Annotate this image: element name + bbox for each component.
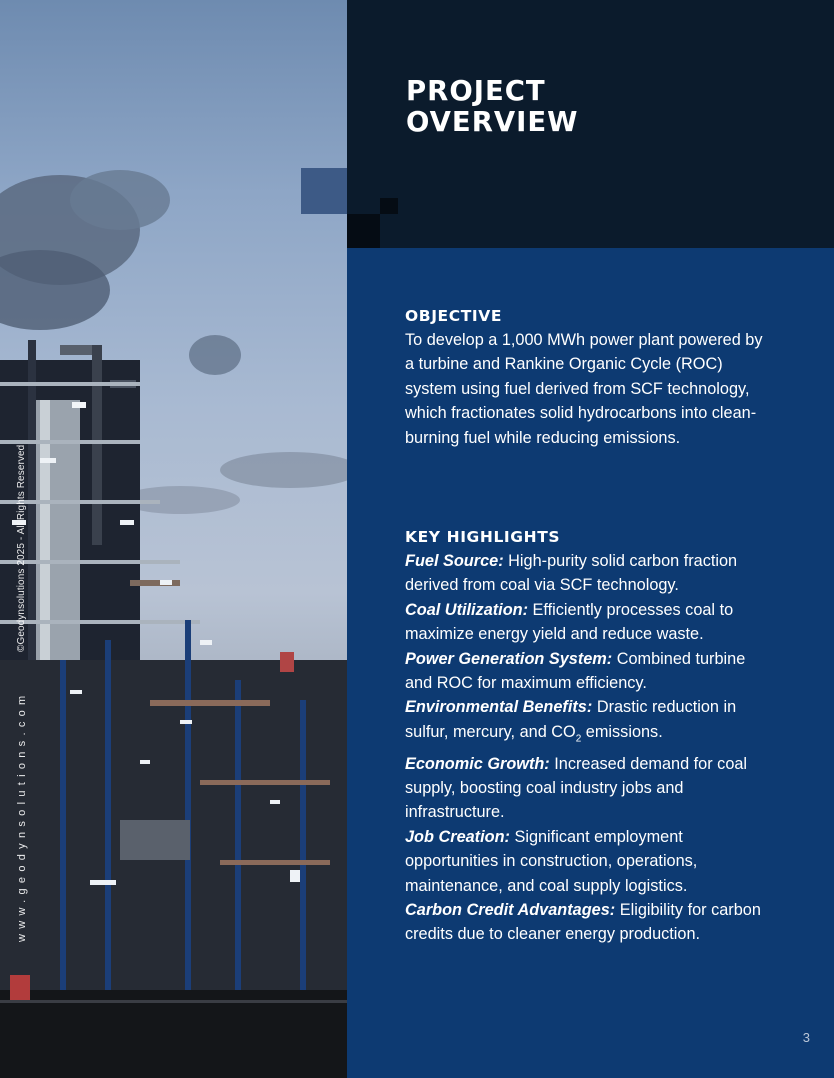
highlight-label: Economic Growth: [405, 754, 550, 773]
highlight-label: Power Generation System: [405, 649, 613, 668]
highlights-heading: KEY HIGHLIGHTS [405, 528, 561, 546]
highlight-label: Fuel Source: [405, 552, 504, 570]
highlight-text: Increased demand for coal supply, boosting coal industry jobs and infrastructure. [405, 754, 748, 822]
highlight-text: High-purity solid carbon fraction derived from coal via SCF technology. [405, 552, 738, 595]
objective-section [405, 306, 765, 450]
subscript: 2 [575, 733, 582, 745]
highlight-label: Job Creation: [405, 827, 510, 846]
highlight-item [405, 549, 765, 598]
page-title [406, 76, 706, 138]
highlights-list [405, 549, 765, 947]
highlight-item [405, 695, 765, 751]
website-url-vertical[interactable]: www.geodynsolutions.com [16, 690, 28, 942]
highlight-item [405, 647, 765, 696]
objective-text: To develop a 1,000 MWh power plant powered by a turbine and Rankine Organic Cycle (ROC) system using fuel derived from SCF technology, which fractionates solid hydrocarbons into clean-burning fuel while reducing emissions. [405, 331, 763, 447]
highlight-text: Eligibility for carbon credits due to cleaner energy production. [405, 900, 761, 944]
highlight-text: Significant employment opportunities in construction, operations, maintenance, and coal supply logistics. [405, 827, 698, 895]
decorative-square [380, 198, 398, 214]
key-highlights-section [405, 527, 765, 947]
plant-illustration [0, 0, 347, 1078]
decorative-square [301, 168, 347, 214]
title-line: OVERVIEW [406, 106, 579, 138]
objective-heading: OBJECTIVE [405, 307, 503, 325]
highlight-item [405, 825, 765, 898]
page-number: 3 [802, 1030, 810, 1045]
industrial-plant-photo [0, 0, 347, 1078]
highlight-item [405, 898, 765, 947]
highlight-item [405, 752, 765, 825]
highlight-text: Combined turbine and ROC for maximum efficiency. [405, 649, 746, 693]
copyright-notice: ©Geodynsolutions 2025 - All Rights Reserved [16, 444, 27, 652]
highlight-label: Coal Utilization: [405, 600, 529, 619]
highlight-text-after: emissions. [581, 722, 663, 741]
highlight-text: Efficiently processes coal to maximize energy yield and reduce waste. [405, 600, 734, 644]
highlight-text: Drastic reduction in sulfur, mercury, and CO [405, 698, 737, 741]
highlight-label: Carbon Credit Advantages: [405, 900, 616, 919]
highlight-label: Environmental Benefits: [405, 698, 593, 717]
title-line: PROJECT [406, 75, 546, 107]
highlight-item [405, 598, 765, 647]
decorative-square [347, 214, 380, 248]
